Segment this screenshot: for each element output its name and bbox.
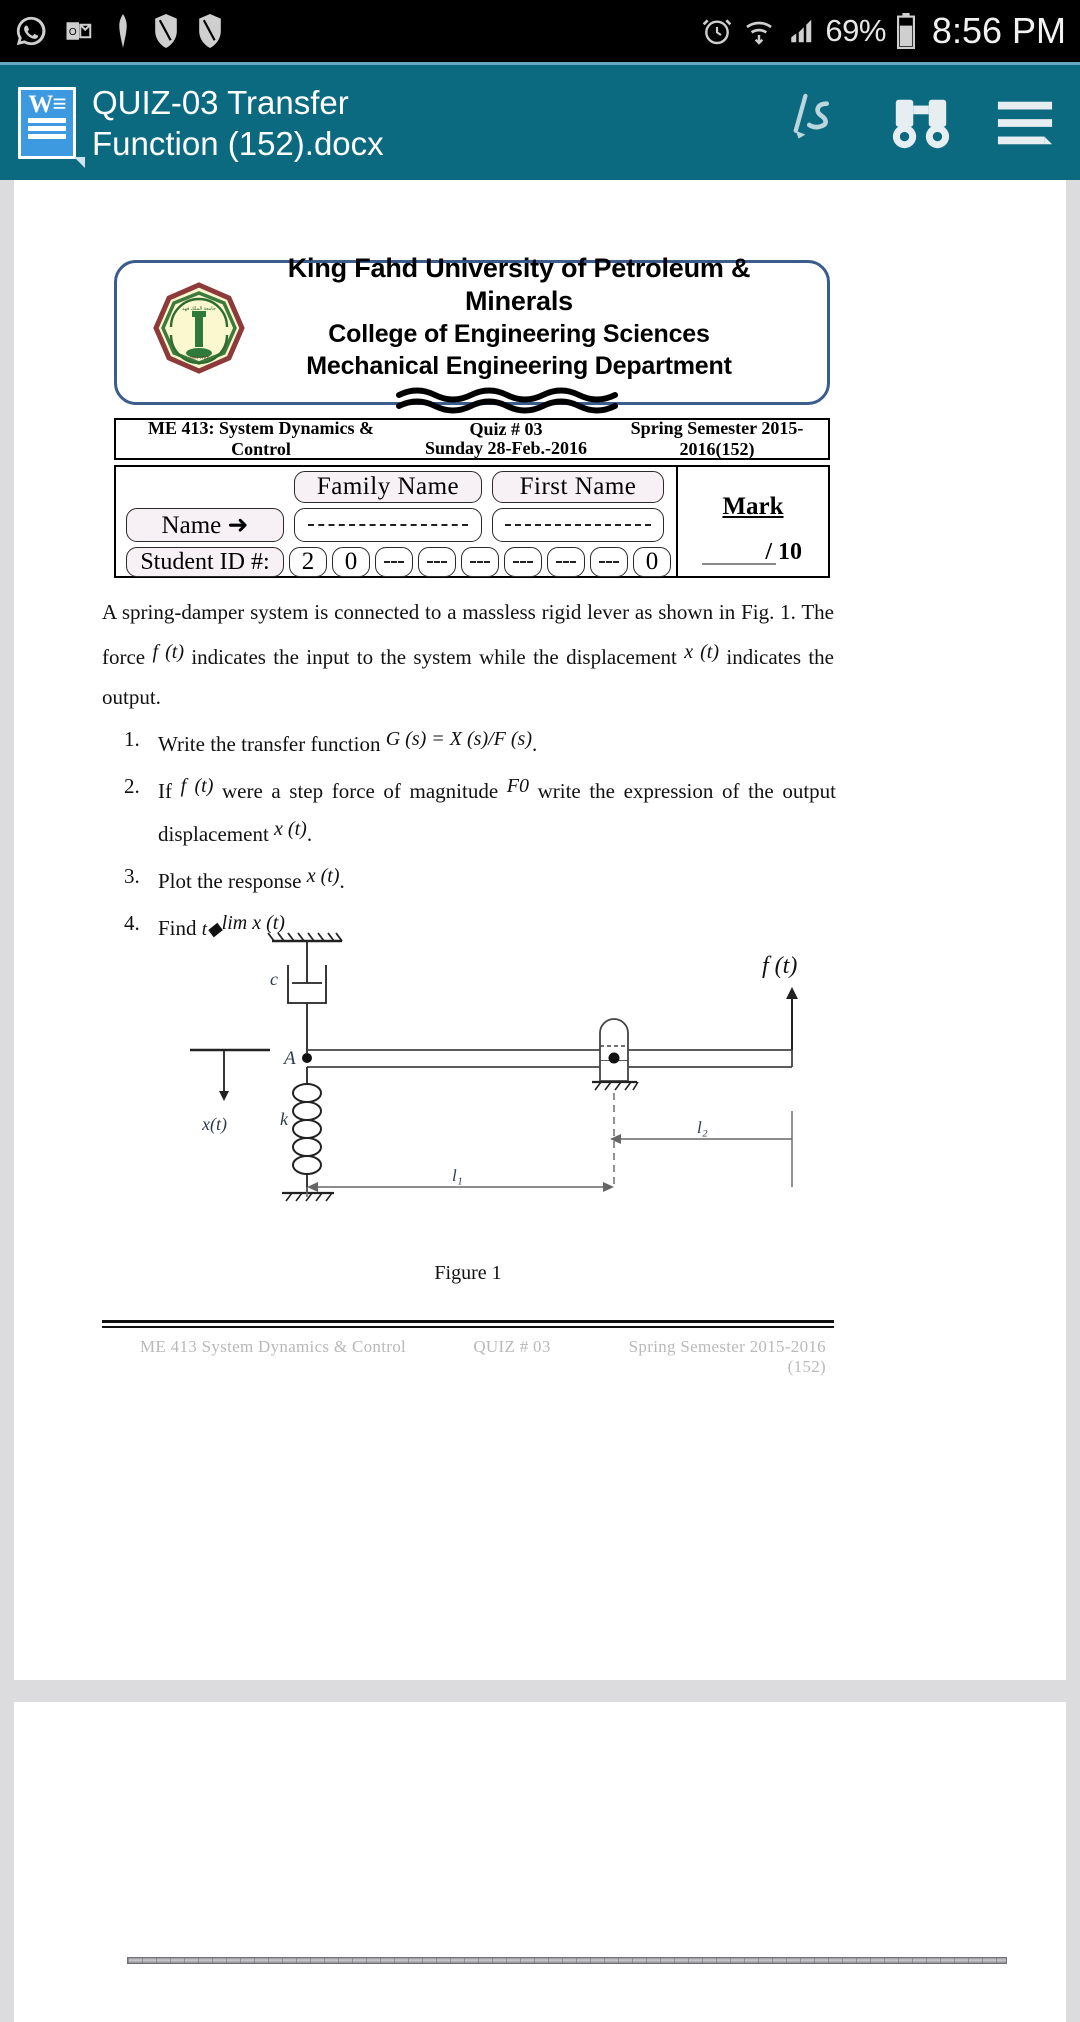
- displacement-symbol: x (t): [684, 641, 720, 663]
- university-name: King Fahd University of Petroleum & Minerals: [287, 252, 751, 316]
- problem-text-part2: indicates the input to the system while the displacement: [183, 645, 685, 669]
- document-ruler: [127, 1957, 1007, 1964]
- id-digit-cell[interactable]: [547, 547, 585, 577]
- pen-edit-icon[interactable]: [788, 92, 846, 154]
- status-notification-icons: [14, 14, 701, 48]
- quiz-date-label: [406, 420, 606, 458]
- document-viewport[interactable]: [0, 180, 1080, 1920]
- name-label: Name ➜: [126, 508, 284, 542]
- svg-text:k: k: [280, 1109, 288, 1129]
- document-title: [92, 82, 788, 164]
- family-name-header: Family Name: [294, 471, 482, 503]
- decorative-wave-divider: [251, 384, 787, 414]
- question-3-text: Plot the response: [158, 869, 307, 893]
- id-digit-cell[interactable]: 2: [289, 547, 327, 577]
- quiz-date-value: Sunday 28-Feb.-2016: [424, 438, 588, 458]
- page-footer: [102, 1320, 834, 1377]
- battery-icon: [896, 13, 916, 49]
- force-symbol: f (t): [152, 641, 184, 663]
- course-info-bar: [114, 418, 830, 460]
- battery-percent-label: 69%: [825, 13, 886, 48]
- limit-subscript: t◆: [201, 919, 222, 940]
- question-1-period: .: [531, 732, 538, 756]
- clock-label: 8:56 PM: [931, 10, 1066, 51]
- document-page-2: [14, 1702, 1066, 2022]
- footer-semester-label: Spring Semester 2015-2016 (152): [628, 1337, 826, 1376]
- svg-text:O: O: [68, 26, 77, 38]
- force-symbol: f (t): [180, 775, 214, 797]
- problem-text-part1: A spring-damper system is connected to a massless rigid lever as shown in Fig. 1. The force: [102, 600, 834, 669]
- question-2-text-a: If: [158, 779, 181, 803]
- id-digit-cell[interactable]: [590, 547, 628, 577]
- semester-label: Spring Semester 2015-2016(152): [630, 418, 804, 459]
- lever-spring-damper-diagram: [102, 925, 834, 1255]
- limit-expression: lim x (t): [221, 912, 285, 934]
- university-header-text: [251, 252, 827, 414]
- student-id-label: Student ID #:: [126, 547, 284, 577]
- android-status-bar: [0, 0, 1080, 62]
- svg-text:l₂: l₂: [697, 1118, 708, 1137]
- course-code-label: ME 413: System Dynamics & Control: [148, 418, 374, 459]
- svg-text:l₁: l₁: [452, 1166, 463, 1185]
- svg-text:جامعة الملك فهد: جامعة الملك فهد: [182, 306, 216, 312]
- question-3-period: .: [339, 869, 345, 893]
- student-id-row: [126, 547, 671, 577]
- cellular-signal-icon: [785, 16, 815, 46]
- student-info-table: [114, 465, 830, 578]
- displacement-symbol: x (t): [274, 818, 307, 840]
- figure-1-diagram: [102, 925, 834, 1285]
- outlook-icon: [64, 16, 94, 46]
- id-digit-cell[interactable]: [375, 547, 413, 577]
- mark-label: Mark: [722, 493, 784, 520]
- transfer-function-formula: G (s) = X (s)/F (s): [385, 728, 532, 750]
- question-number: 3.: [124, 864, 140, 888]
- university-header-box: [114, 252, 830, 405]
- hamburger-menu-icon[interactable]: [996, 97, 1054, 149]
- word-document-icon: W≡: [18, 87, 76, 159]
- ruler-ticks: [128, 1958, 1006, 1963]
- family-name-field[interactable]: [294, 508, 482, 542]
- binoculars-icon[interactable]: [890, 95, 952, 151]
- question-2-period: .: [306, 822, 313, 846]
- footer-course-label: ME 413 System Dynamics & Control: [140, 1337, 407, 1356]
- college-name: College of Engineering Sciences: [328, 319, 710, 348]
- question-item-2: [124, 767, 836, 853]
- footer-divider-top: [102, 1320, 834, 1323]
- footer-divider-bottom: [102, 1326, 834, 1328]
- problem-statement: [102, 592, 834, 717]
- id-digit-cell[interactable]: 0: [633, 547, 671, 577]
- app-toolbar: [0, 62, 1080, 180]
- svg-text:c: c: [270, 969, 278, 989]
- department-name: Mechanical Engineering Department: [306, 351, 732, 380]
- mark-total-label: / 10: [765, 539, 802, 565]
- step-magnitude-symbol: F0: [506, 775, 529, 797]
- shield-icon: [196, 14, 224, 48]
- bomb-icon: [110, 14, 136, 48]
- svg-text:x(t): x(t): [202, 1114, 227, 1134]
- id-digit-cell[interactable]: [418, 547, 456, 577]
- status-system-icons: [701, 10, 1066, 52]
- whatsapp-icon: [14, 14, 48, 48]
- problem-text-part3: indicates the output.: [102, 645, 834, 709]
- first-name-header: First Name: [492, 471, 664, 503]
- first-name-field[interactable]: [492, 508, 664, 542]
- alarm-icon: [701, 15, 733, 47]
- question-2-text-b: were a step force of magnitude: [213, 779, 507, 803]
- question-number: 1.: [124, 727, 140, 751]
- svg-text:A: A: [284, 1048, 296, 1069]
- question-item-3: [124, 857, 836, 900]
- question-item-1: [124, 720, 836, 763]
- document-title-line2: Function (152).docx: [92, 124, 384, 162]
- shield-icon: [152, 14, 180, 48]
- question-number: 4.: [124, 911, 140, 935]
- question-4-text: Find: [158, 916, 202, 940]
- footer-quiz-label: QUIZ # 03: [473, 1337, 551, 1356]
- id-digit-cell[interactable]: [504, 547, 542, 577]
- id-digit-cell[interactable]: 0: [332, 547, 370, 577]
- wifi-icon: [743, 15, 775, 47]
- question-number: 2.: [124, 774, 140, 798]
- figure-caption: Figure 1: [434, 1262, 502, 1284]
- mark-box: [676, 467, 828, 576]
- document-title-line1: QUIZ-03 Transfer: [92, 83, 349, 121]
- id-digit-cell[interactable]: [461, 547, 499, 577]
- question-list: [124, 720, 836, 953]
- svg-text:f (t): f (t): [762, 953, 798, 979]
- displacement-symbol: x (t): [306, 865, 340, 887]
- quiz-number-label: Quiz # 03: [469, 419, 543, 439]
- question-2-text-c: write the expression of the output displacement: [158, 779, 836, 846]
- kfupm-seal-logo: [147, 281, 251, 385]
- question-1-text: Write the transfer function: [158, 732, 386, 756]
- document-page-1: [14, 180, 1066, 1680]
- svg-text:1963 ١٣٨٣: 1963 ١٣٨٣: [189, 354, 209, 360]
